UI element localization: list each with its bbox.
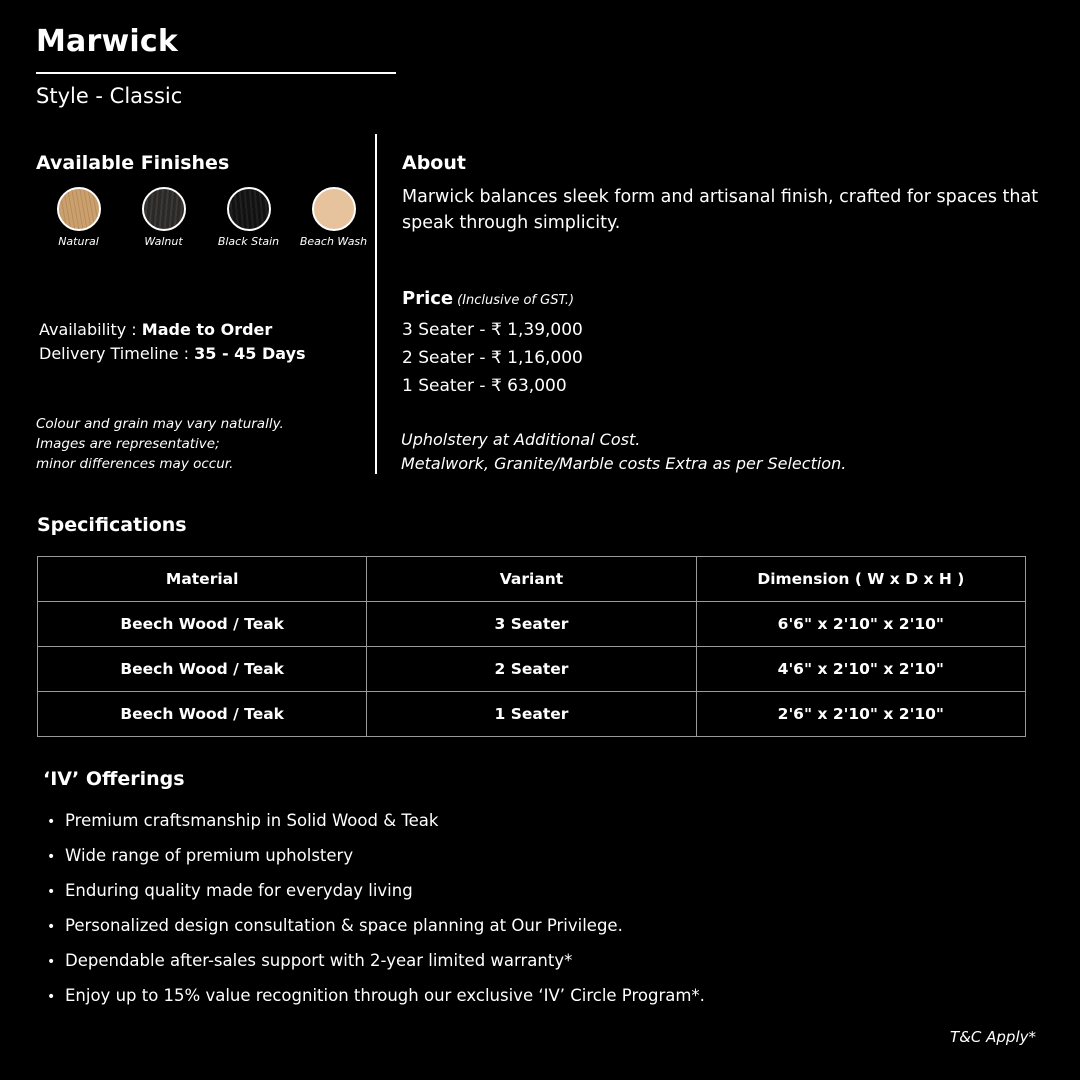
finish-swatch-beach-wash[interactable] xyxy=(291,187,376,248)
specifications-table xyxy=(37,556,1026,737)
offering-text: Wide range of premium upholstery xyxy=(65,846,354,865)
table-cell: Beech Wood / Teak xyxy=(38,692,367,737)
table-row xyxy=(38,602,1026,647)
table-header-row xyxy=(38,557,1026,602)
bullet-icon: • xyxy=(47,989,56,1005)
style-subtitle: Style - Classic xyxy=(36,84,183,108)
bullet-icon: • xyxy=(47,954,56,970)
bullet-icon: • xyxy=(47,814,56,830)
terms-note: T&C Apply* xyxy=(950,1028,1036,1046)
price-title: Price xyxy=(402,288,454,309)
finish-circle xyxy=(227,187,271,231)
about-heading: About xyxy=(402,152,466,174)
table-cell: Beech Wood / Teak xyxy=(38,602,367,647)
offering-text: Premium craftsmanship in Solid Wood & Teak xyxy=(65,811,439,830)
list-item xyxy=(47,878,705,913)
extra-line: Metalwork, Granite/Marble costs Extra as per Selection. xyxy=(401,454,847,473)
offering-text: Enjoy up to 15% value recognition through our exclusive ‘IV’ Circle Program*. xyxy=(65,986,705,1005)
table-cell: 3 Seater xyxy=(367,602,696,647)
delivery-line xyxy=(39,342,306,366)
extra-line: Upholstery at Additional Cost. xyxy=(401,430,641,449)
table-row xyxy=(38,692,1026,737)
finish-swatch-black-stain[interactable] xyxy=(206,187,291,248)
finish-label: Beach Wash xyxy=(299,235,368,248)
table-cell: 2 Seater xyxy=(367,647,696,692)
list-item xyxy=(47,983,705,1018)
table-header: Variant xyxy=(367,557,696,602)
specifications-heading: Specifications xyxy=(37,514,187,536)
gst-note: (Inclusive of GST.) xyxy=(457,293,575,308)
availability-line xyxy=(39,318,306,342)
finish-circle xyxy=(312,187,356,231)
finish-circle xyxy=(142,187,186,231)
title-underline xyxy=(36,72,396,74)
note-line: Images are representative; xyxy=(36,436,220,452)
table-cell: 2'6" x 2'10" x 2'10" xyxy=(696,692,1025,737)
list-item xyxy=(47,843,705,878)
price-heading xyxy=(402,288,574,309)
price-item: 2 Seater - ₹ 1,16,000 xyxy=(402,348,583,368)
offering-text: Enduring quality made for everyday living xyxy=(65,881,413,900)
list-item xyxy=(47,808,705,843)
extra-costs xyxy=(401,428,846,476)
table-cell: 6'6" x 2'10" x 2'10" xyxy=(696,602,1025,647)
delivery-label: Delivery Timeline : xyxy=(39,344,190,363)
table-row xyxy=(38,647,1026,692)
price-item: 1 Seater - ₹ 63,000 xyxy=(402,376,567,396)
bullet-icon: • xyxy=(47,849,56,865)
note-line: minor differences may occur. xyxy=(36,456,234,472)
availability-value: Made to Order xyxy=(141,320,273,339)
finish-swatch-walnut[interactable] xyxy=(121,187,206,248)
offering-text: Dependable after-sales support with 2-year limited warranty* xyxy=(65,951,573,970)
price-list xyxy=(402,316,583,400)
table-cell: 1 Seater xyxy=(367,692,696,737)
finish-swatches xyxy=(36,187,376,257)
bullet-icon: • xyxy=(47,919,56,935)
price-item: 3 Seater - ₹ 1,39,000 xyxy=(402,320,583,340)
table-header: Material xyxy=(38,557,367,602)
list-item xyxy=(47,948,705,983)
offerings-list xyxy=(47,808,705,1018)
delivery-value: 35 - 45 Days xyxy=(194,344,306,363)
table-cell: 4'6" x 2'10" x 2'10" xyxy=(696,647,1025,692)
finishes-heading: Available Finishes xyxy=(36,152,230,174)
finish-circle xyxy=(57,187,101,231)
bullet-icon: • xyxy=(47,884,56,900)
disclaimer-note xyxy=(36,414,284,474)
vertical-divider xyxy=(375,134,377,474)
availability-label: Availability : xyxy=(39,320,137,339)
offerings-heading: ‘IV’ Offerings xyxy=(43,768,185,790)
table-header: Dimension ( W x D x H ) xyxy=(696,557,1025,602)
table-cell: Beech Wood / Teak xyxy=(38,647,367,692)
availability-block xyxy=(39,318,306,366)
about-text: Marwick balances sleek form and artisanal finish, crafted for spaces that speak through simplicity. xyxy=(402,187,1039,233)
page-title: Marwick xyxy=(36,24,179,59)
finish-swatch-natural[interactable] xyxy=(36,187,121,248)
offering-text: Personalized design consultation & space planning at Our Privilege. xyxy=(65,916,623,935)
finish-label: Walnut xyxy=(144,235,183,248)
note-line: Colour and grain may vary naturally. xyxy=(36,416,284,432)
finish-label: Natural xyxy=(58,235,99,248)
finish-label: Black Stain xyxy=(217,235,280,248)
list-item xyxy=(47,913,705,948)
